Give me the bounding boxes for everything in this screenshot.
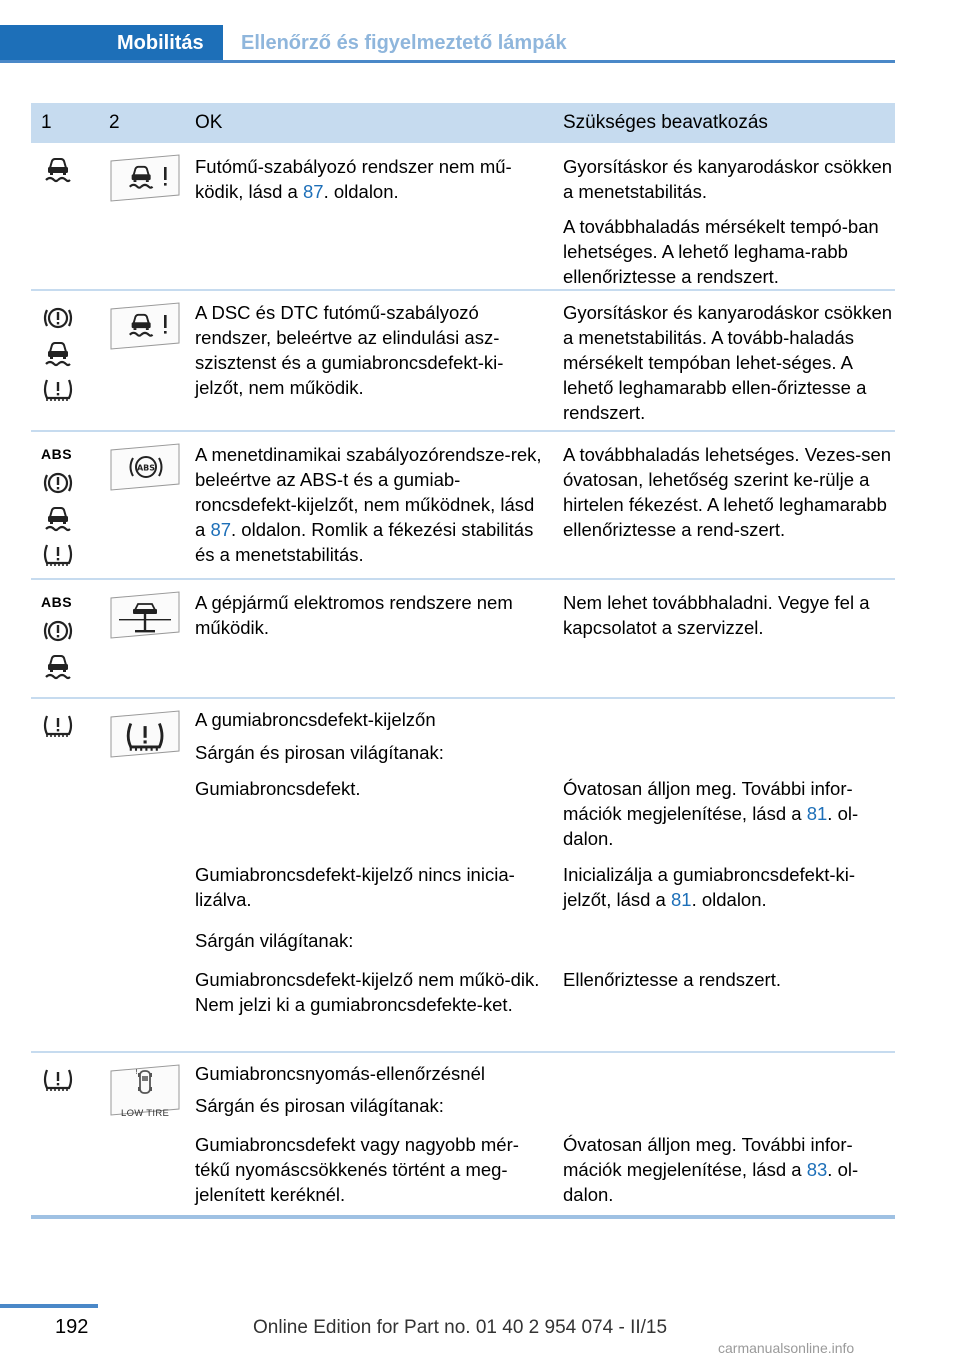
cause-cell: Futómű-szabályozó rendszer nem mű- ködik, lásd a 87. oldalon. — [195, 156, 512, 202]
low-tire-display-icon — [109, 1063, 181, 1117]
chapter-title[interactable]: Ellenőrző és figyelmeztető lámpák — [241, 32, 567, 54]
table-row — [31, 291, 895, 432]
stability-warning-display-icon — [109, 153, 181, 203]
table-row — [31, 580, 895, 699]
cause-cell: Gumiabroncsdefekt. — [195, 778, 361, 799]
cause-cell: A menetdinamikai szabályozórendsze-rek, beleértve az ABS-t és a gumiab-roncsdefekt-kijelzőt, nem működnek, lásd a 87. oldalon. Romlik a fékezési stabilitás és a menetstabilitás. — [195, 444, 542, 565]
table-row — [31, 1053, 895, 1219]
tire-heading: A gumiabroncsdefekt-kijelzőn — [195, 709, 436, 730]
brake-warning-icon — [41, 468, 75, 498]
page-link[interactable]: 81 — [806, 803, 828, 824]
action-cell: Óvatosan álljon meg. További infor-mációk megjelenítése, lásd a 83. ol-dalon. — [563, 1134, 859, 1205]
col-header-action: Szükséges beavatkozás — [563, 112, 768, 133]
table-row — [31, 143, 895, 291]
tire-subheading: Sárgán és pirosan világítanak: — [195, 1095, 444, 1116]
table-header — [31, 103, 895, 143]
lamp-column — [41, 444, 81, 576]
cause-cell: A DSC és DTC futómű-szabályozó rendszer, beleértve az elindulási asz-szisztenst és a gumiabroncsdefekt-ki-jelzőt, nem működik. — [195, 302, 504, 398]
warning-lamp-table — [31, 103, 895, 1219]
stability-car-icon — [41, 155, 75, 185]
brake-warning-icon — [41, 303, 75, 333]
header-rule — [0, 60, 895, 63]
abs-label: ABS — [41, 446, 73, 462]
page-link[interactable]: 87 — [210, 519, 232, 540]
stability-warning-display-icon — [109, 301, 181, 351]
cause-cell: Gumiabroncsdefekt vagy nagyobb mér-tékű nyomáscsökkenés történt a meg-jelenített keréknél. — [195, 1134, 519, 1205]
stability-car-icon — [41, 652, 75, 682]
brake-warning-icon — [41, 616, 75, 646]
page-number: 192 — [55, 1316, 89, 1338]
lamp-column — [41, 155, 81, 191]
action-cell: Ellenőriztesse a rendszert. — [563, 969, 781, 990]
watermark: carmanualsonline.info — [718, 1340, 855, 1356]
edition-footer: Online Edition for Part no. 01 40 2 954 074 - II/15 — [253, 1317, 668, 1338]
abs-display-icon — [109, 442, 181, 492]
lamp-column — [41, 592, 81, 688]
section-tab[interactable]: Mobilitás — [0, 25, 223, 61]
abs-label: ABS — [41, 594, 73, 610]
lamp-column — [41, 711, 81, 747]
cause-cell: A gépjármű elektromos rendszere nem működik. — [195, 592, 513, 638]
page-link[interactable]: 87 — [302, 181, 324, 202]
page-link[interactable]: 83 — [806, 1159, 828, 1180]
tire-heading: Gumiabroncsnyomás-ellenőrzésnél — [195, 1063, 485, 1084]
action-cell: Óvatosan álljon meg. További infor-mációk megjelenítése, lásd a 81. ol-dalon. — [563, 778, 859, 849]
tire-warning-icon — [41, 375, 75, 405]
stability-car-icon — [41, 339, 75, 369]
page-link[interactable]: 81 — [670, 889, 692, 910]
table-row — [31, 699, 895, 1053]
action-cell: Nem lehet továbbhaladni. Vegye fel a kapcsolatot a szervizzel. — [563, 592, 870, 638]
tire-warning-display-icon — [109, 709, 181, 759]
action-cell: Inicializálja a gumiabroncsdefekt-ki-jelzőt, lásd a 81. oldalon. — [563, 864, 856, 910]
svg-text:!: ! — [135, 1068, 138, 1076]
tire-subheading: Sárgán világítanak: — [195, 930, 354, 951]
lamp-column — [41, 1065, 81, 1101]
table-row — [31, 432, 895, 580]
cause-cell: Gumiabroncsdefekt-kijelző nincs inicia-lizálva. — [195, 864, 515, 910]
svg-text:ABS: ABS — [136, 463, 156, 473]
lamp-column — [41, 303, 81, 411]
cause-cell: Gumiabroncsdefekt-kijelző nem műkö-dik. Nem jelzi ki a gumiabroncsdefekte-ket. — [195, 969, 540, 1015]
col-header-cause: OK — [195, 112, 223, 133]
tire-warning-icon — [41, 711, 75, 741]
tire-warning-icon — [41, 540, 75, 570]
col-header-2: 2 — [109, 112, 120, 133]
lift-display-icon — [109, 590, 181, 640]
action-cell: Gyorsításkor és kanyarodáskor csökken a menetstabilitás. A tovább-haladás mérsékelt tempóban lehet-séges. A lehető leghamarabb ellen-őriztesse a rendszert. — [563, 302, 893, 423]
tire-subheading: Sárgán és pirosan világítanak: — [195, 742, 444, 763]
low-tire-label: LOW TIRE — [121, 1108, 170, 1119]
action-cell: Gyorsításkor és kanyarodáskor csökken a menetstabilitás. A továbbhaladás mérsékelt tempó-ban lehetséges. A lehető leghama-rabb ellenőriztesse a rendszert. — [563, 156, 893, 287]
page-number-rule — [0, 1304, 98, 1308]
stability-car-icon — [41, 504, 75, 534]
col-header-1: 1 — [41, 112, 52, 133]
page-header — [0, 0, 960, 62]
tire-warning-icon — [41, 1065, 75, 1095]
action-cell: A továbbhaladás lehetséges. Vezes-sen óvatosan, lehetőség szerint ke-rülje a hirtelen fékezést. A lehető leghamarabb ellenőriztesse a rend-szert. — [563, 444, 892, 540]
